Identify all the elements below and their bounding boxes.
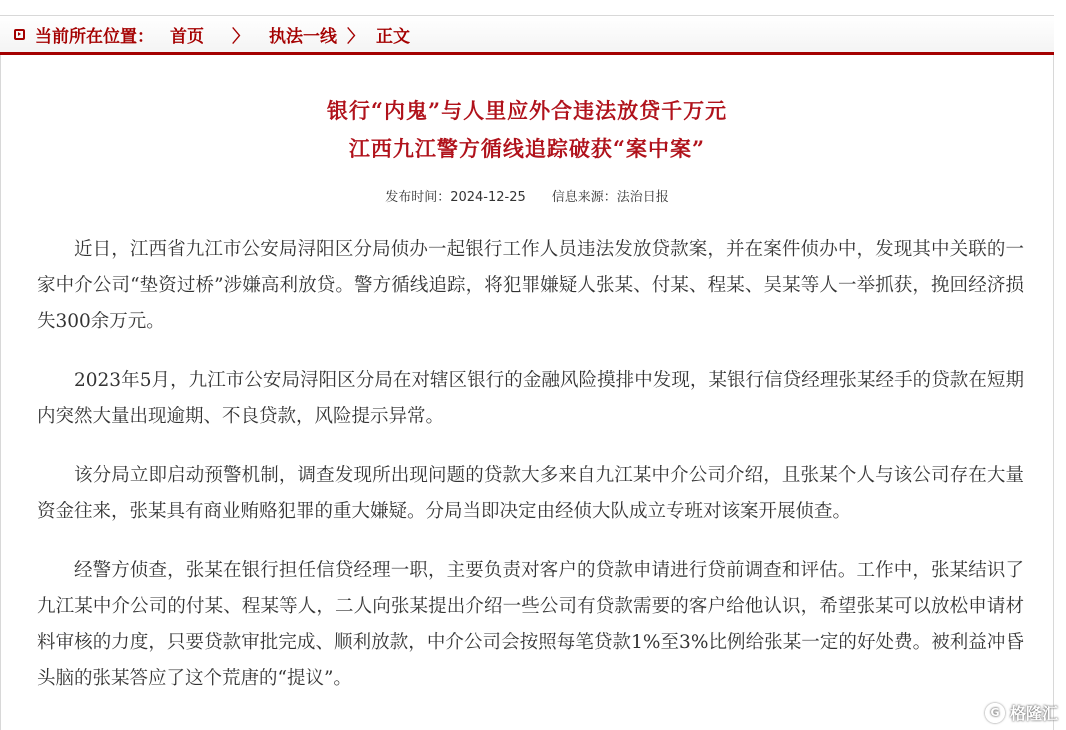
article-title-line-1: 银行“内鬼”与人里应外合违法放贷千万元 bbox=[326, 98, 728, 123]
breadcrumb-separator: 〉 bbox=[347, 26, 364, 47]
breadcrumb-home-link[interactable]: 首页 bbox=[170, 26, 204, 47]
publish-date: 2024-12-25 bbox=[450, 190, 526, 205]
breadcrumb-section-link[interactable]: 执法一线 bbox=[269, 26, 337, 47]
watermark-text: 格隆汇 bbox=[1009, 704, 1058, 723]
breadcrumb-label: 当前所在位置： bbox=[35, 26, 154, 47]
article-meta bbox=[0, 186, 1054, 205]
source-label: 信息来源： bbox=[551, 190, 617, 205]
location-bullet-icon bbox=[14, 29, 25, 40]
source-name: 法治日报 bbox=[616, 190, 669, 205]
article-paragraph: 近日，江西省九江市公安局浔阳区分局侦办一起银行工作人员违法发放贷款案，并在案件侦办中，发现其中关联的一家中介公司“垫资过桥”涉嫌高利放贷。警方循线追踪，将犯罪嫌疑人张某、付某、程某、吴某等人一举抓获，挽回经济损失300余万元。 bbox=[37, 239, 1024, 332]
breadcrumb-separator: 〉 bbox=[232, 26, 249, 47]
article-paragraph: 2023年5月，九江市公安局浔阳区分局在对辖区银行的金融风险摸排中发现，某银行信贷经理张某经手的贷款在短期内突然大量出现逾期、不良贷款，风险提示异常。 bbox=[37, 370, 1024, 427]
article-body bbox=[37, 232, 1024, 720]
publish-label: 发布时间： bbox=[385, 190, 451, 205]
article-paragraph: 该分局立即启动预警机制，调查发现所出现问题的贷款大多来自九江某中介公司介绍，且张某个人与该公司存在大量资金往来，张某具有商业贿赂犯罪的重大嫌疑。分局当即决定由经侦大队成立专班对该案开展侦查。 bbox=[37, 465, 1024, 522]
breadcrumb bbox=[0, 15, 1054, 55]
article-paragraph: 经警方侦查，张某在银行担任信贷经理一职，主要负责对客户的贷款申请进行贷前调查和评估。工作中，张某结识了九江某中介公司的付某、程某等人，二人向张某提出介绍一些公司有贷款需要的客户给他认识，希望张某可以放松申请材料审核的力度，只要贷款审批完成、顺利放款，中介公司会按照每笔贷款1%至3%比例给张某一定的好处费。被利益冲昏头脑的张某答应了这个荒唐的“提议”。 bbox=[37, 560, 1024, 689]
watermark-logo-icon: G bbox=[985, 703, 1005, 723]
watermark bbox=[985, 701, 1058, 724]
breadcrumb-current: 正文 bbox=[376, 26, 410, 47]
article-title-line-2: 江西九江警方循线追踪破获“案中案” bbox=[348, 136, 706, 161]
